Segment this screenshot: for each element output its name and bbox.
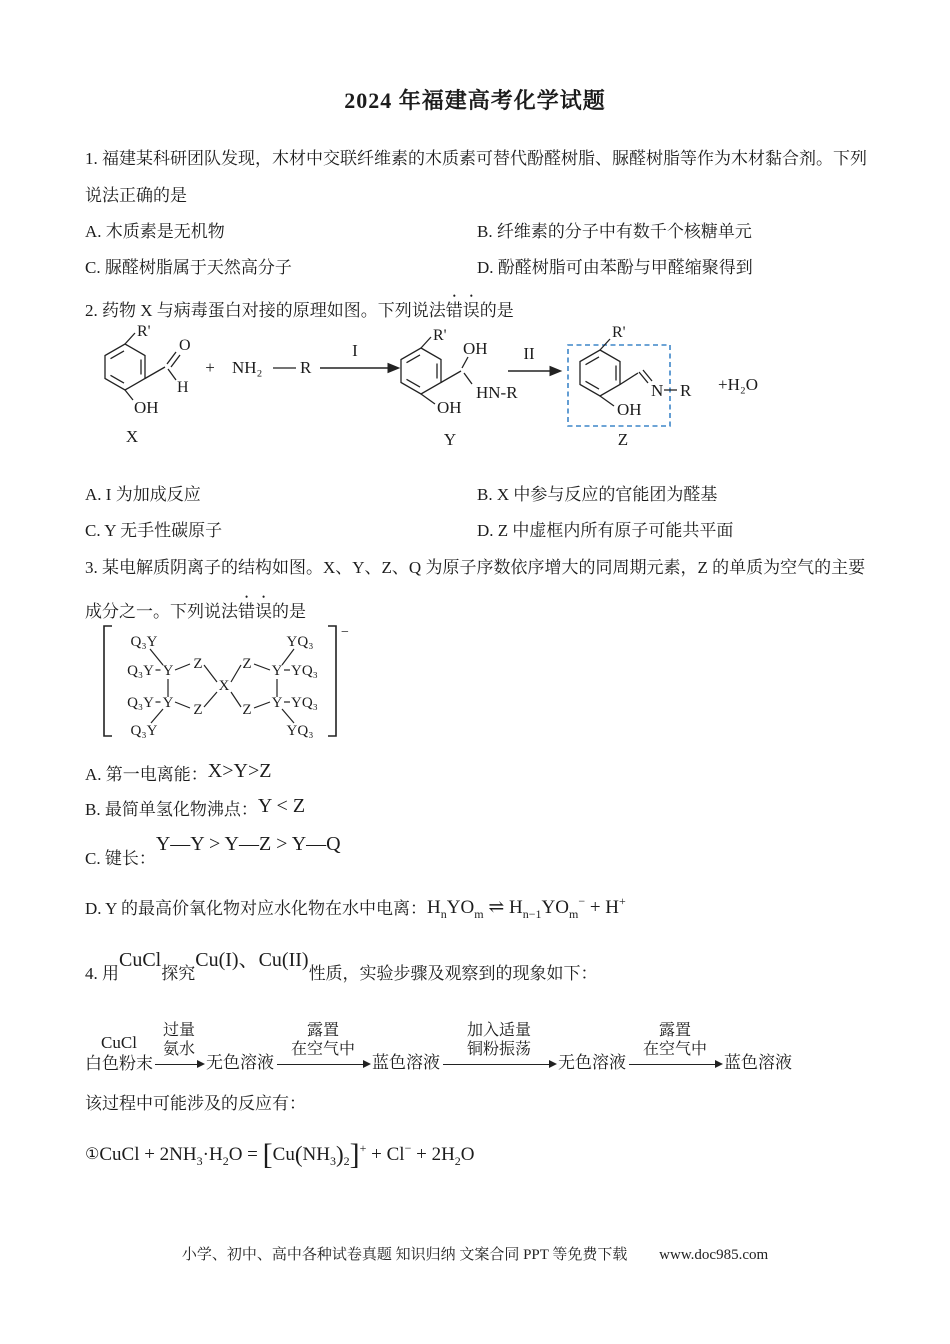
q3-option-c [85, 833, 341, 870]
q3-option-d-label: D. Y 的最高价氧化物对应水化物在水中电离： [85, 899, 428, 918]
q3-stem-post: 的是 [272, 602, 306, 621]
y-hydroxyl-top: OH [463, 339, 488, 358]
q3-option-b-formula: Y < Z [257, 795, 306, 817]
q3-stem-pre: 成分之一。下列说法 [85, 602, 238, 621]
flow-arrow-2-label-line1: 露置 [306, 1022, 339, 1039]
arrow-step-two [508, 367, 561, 376]
q4-stem-post: 性质，实验步骤及观察到的现象如下： [308, 964, 598, 983]
flow-state-1: 无色溶液 [206, 1053, 274, 1072]
atom-z: Z [242, 656, 252, 672]
plus-sign: + [205, 358, 215, 377]
footer-text: 小学、初中、高中各种试卷真题 知识归纳 文案合同 PPT 等免费下载 [181, 1247, 628, 1263]
q2-stem [85, 291, 514, 322]
left-bracket [104, 626, 112, 736]
q3-option-a [85, 760, 271, 786]
page-footer [0, 1243, 950, 1264]
q4-stem-pre: 4. 用 [85, 964, 119, 983]
q4-flow-diagram [85, 1006, 793, 1078]
q3-option-d-formula: $H_nYO_m$ ⇌ $H_{n-1}YO_m^- + H^+$ [427, 894, 626, 921]
q2-option-d: D. Z 中虚框内所有原子可能共平面 [477, 521, 734, 540]
q3-stem-emphasis: 错误 [238, 602, 272, 621]
q2-stem-emphasis: 错误 [445, 301, 480, 320]
atom-y: Y [271, 695, 283, 711]
flow-arrow-1-label-line2: 氨水 [162, 1041, 195, 1058]
flow-state-2: 蓝色溶液 [372, 1053, 440, 1072]
atom-z: Z [242, 702, 252, 718]
z-imine-r: R [680, 381, 692, 400]
q2-option-a: A. I 为加成反应 [85, 485, 201, 504]
q3-option-d [85, 888, 626, 927]
footer-url[interactable]: www.doc985.com [659, 1247, 769, 1263]
step-two-label: II [523, 344, 535, 363]
flow-start-reagent [85, 1032, 153, 1078]
z-substituent-r-prime: R' [612, 324, 626, 341]
q3-option-b [85, 795, 305, 821]
z-imine-n: N [651, 381, 664, 400]
y-substituent-r-prime: R' [433, 327, 447, 344]
label-x: X [125, 427, 139, 446]
q1-option-c: C. 脲醛树脂属于天然高分子 [85, 258, 292, 277]
page-title: 2024 年福建高考化学试题 [344, 88, 606, 113]
atom-y: Y [162, 663, 174, 679]
q4-stem-mid: 探究 [161, 964, 196, 983]
group-q3y: Q₃Y [127, 695, 154, 711]
flow-arrow-2-label-line2: 在空气中 [290, 1041, 355, 1058]
q3-option-a-formula: X>Y>Z [207, 760, 272, 782]
flow-start-formula: CuCl [101, 1033, 137, 1052]
group-q3y: Q₃Y [130, 634, 158, 650]
amine-r: R [300, 358, 312, 377]
arrow-step-one [320, 364, 399, 373]
q3-option-c-label: C. 键长： [85, 849, 156, 868]
q3-anion-structure [88, 620, 358, 750]
flow-arrow-3-label-line1: 加入适量 [466, 1022, 531, 1039]
flow-arrow-3 [441, 1021, 557, 1065]
y-hydroxyl-bottom: OH [437, 398, 462, 417]
step-one-label: I [352, 341, 358, 360]
flow-arrow-4-label-line1: 露置 [658, 1022, 691, 1039]
flow-arrow-4-label-line2: 在空气中 [642, 1041, 707, 1058]
q2-stem-post: 的是 [479, 301, 514, 320]
q2-stem-pre: 2. 药物 X 与病毒蛋白对接的原理如图。下列说法 [85, 301, 446, 320]
atom-z: Z [193, 656, 203, 672]
x-hydroxyl: OH [134, 398, 159, 417]
x-aldehyde-h: H [177, 379, 189, 396]
q2-option-b: B. X 中参与反应的官能团为醛基 [477, 485, 718, 504]
arrow-line [277, 1064, 369, 1065]
q3-stem-line1: 3. 某电解质阴离子的结构如图。X、Y、Z、Q 为原子序数依序增大的同周期元素，Z 的单质为空气的主要 [85, 558, 866, 577]
y-amine-hnr: HN-R [476, 383, 518, 402]
flow-arrow-4 [627, 1021, 723, 1065]
flow-arrow-2 [275, 1021, 371, 1065]
group-yq3: YQ₃ [286, 723, 314, 739]
amine-nh2: NH₂ [232, 358, 263, 377]
q4-stem [85, 949, 598, 985]
atom-z: Z [193, 702, 203, 718]
x-substituent-r-prime: R' [137, 323, 151, 340]
q3-option-a-label: A. 第一电离能： [85, 765, 208, 784]
q3-stem-line2 [85, 592, 306, 623]
group-q3y: Q₃Y [127, 663, 154, 679]
q4-formula-cucl: CuCl [119, 949, 162, 971]
label-z: Z [617, 430, 629, 449]
arrow-line [443, 1064, 555, 1065]
q1-option-a: A. 木质素是无机物 [85, 222, 225, 241]
group-yq3: YQ₃ [286, 634, 314, 650]
q1-option-d: D. 酚醛树脂可由苯酚与甲醛缩聚得到 [477, 258, 753, 277]
q2-reaction-scheme [80, 320, 780, 462]
flow-state-4: 蓝色溶液 [724, 1053, 792, 1072]
label-y: Y [443, 430, 457, 449]
atom-y: Y [271, 663, 283, 679]
group-yq3: YQ₃ [291, 663, 318, 679]
molecule-y [401, 337, 472, 404]
flow-state-3: 无色溶液 [558, 1053, 626, 1072]
flow-arrow-1 [153, 1021, 205, 1065]
group-yq3: YQ₃ [291, 695, 318, 711]
q3-option-b-label: B. 最简单氢化物沸点： [85, 800, 258, 819]
q4-reactions-intro: 该过程中可能涉及的反应有： [85, 1094, 306, 1113]
z-hydroxyl: OH [617, 400, 642, 419]
arrow-line [629, 1064, 721, 1065]
group-q3y: Q₃Y [130, 723, 158, 739]
flow-arrow-1-label-line1: 过量 [162, 1022, 195, 1039]
atom-x: X [218, 678, 230, 694]
q4-formula-cu-oxidation-states: Cu(I)、Cu(II) [195, 949, 309, 971]
right-bracket [328, 626, 336, 736]
q1-stem-line2: 说法正确的是 [85, 186, 187, 205]
q3-option-c-formula: Y—Y > Y—Z > Y—Q [155, 833, 341, 855]
anion-charge: − [341, 625, 349, 640]
molecule-x [105, 333, 180, 400]
q1-stem-line1: 1. 福建某科研团队发现，木材中交联纤维素的木质素可替代酚醛树脂、脲醛树脂等作为木材黏合剂。下列 [85, 149, 867, 168]
water-byproduct: +H₂O [718, 375, 759, 394]
atom-y: Y [162, 695, 174, 711]
q2-option-c: C. Y 无手性碳原子 [85, 521, 223, 540]
q4-reaction-equation-1: ①CuCl + $2NH_3\cdot H_2O = [Cu(NH_3)_2]^+ + Cl^- + 2H_2O$ [85, 1138, 475, 1171]
flow-start-desc: 白色粉末 [85, 1054, 153, 1073]
flow-arrow-3-label-line2: 铜粉振荡 [466, 1041, 531, 1058]
x-carbonyl-o: O [179, 337, 191, 354]
arrow-line [155, 1064, 203, 1065]
q1-option-b: B. 纤维素的分子中有数千个核糖单元 [477, 222, 752, 241]
